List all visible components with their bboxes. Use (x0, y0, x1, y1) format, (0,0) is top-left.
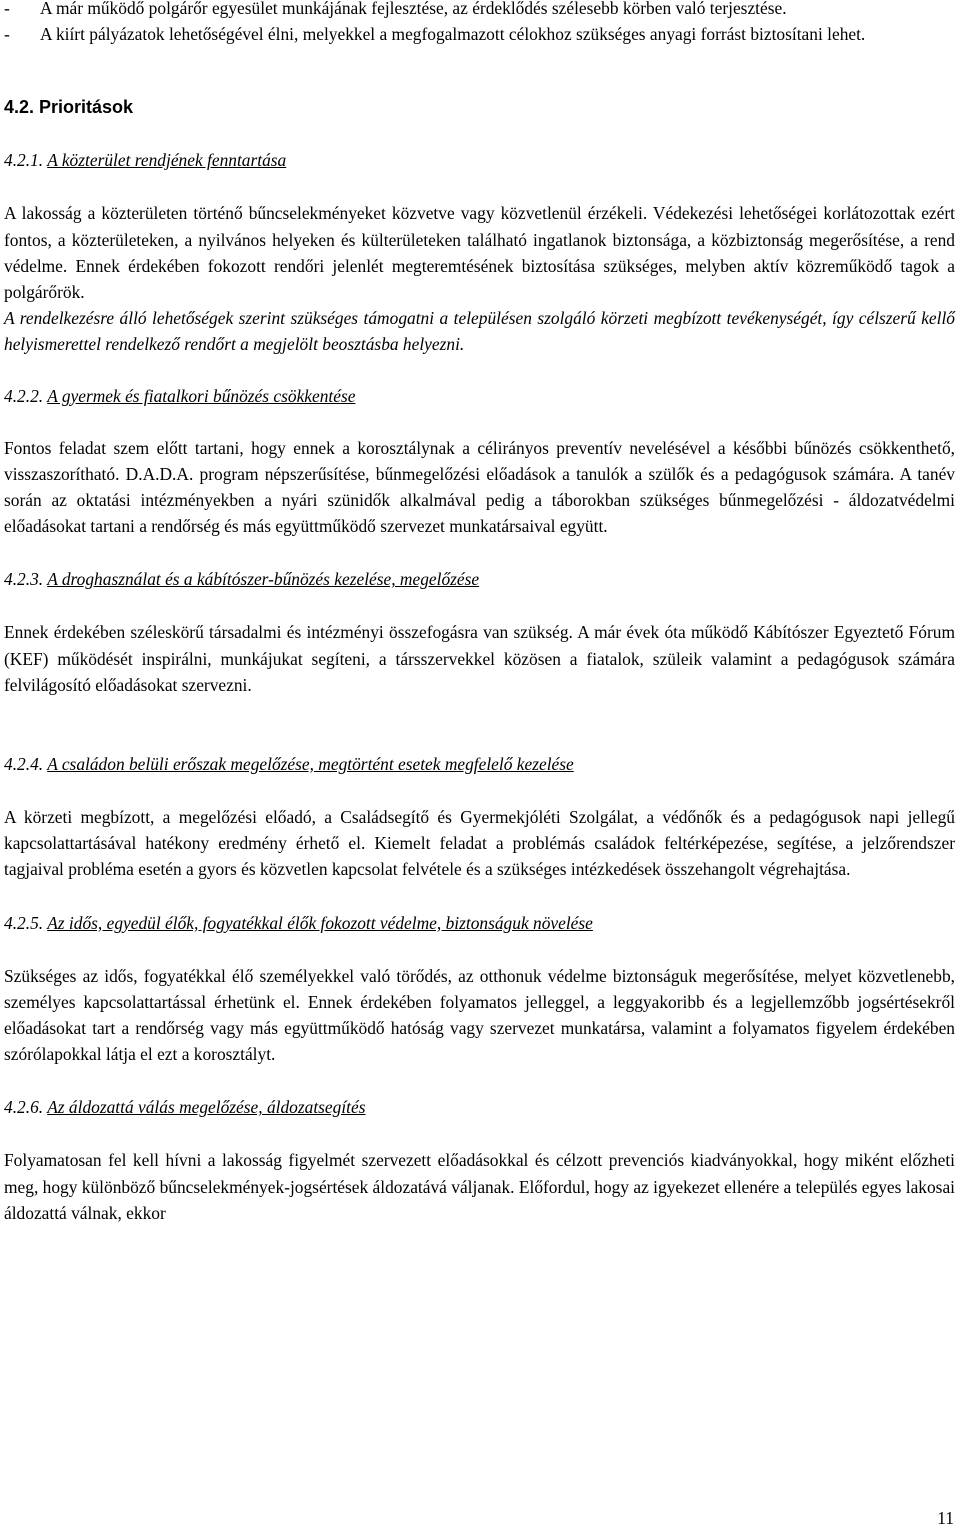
subsection-heading (4, 751, 955, 777)
subsection-number: 4.2.4. (4, 754, 44, 775)
intro-bullet (4, 0, 955, 21)
subsection-title: A családon belüli erőszak megelőzése, megtörtént esetek megfelelő kezelése (47, 754, 574, 775)
subsection-number: 4.2.6. (4, 1097, 44, 1118)
intro-bullet-text: A kiírt pályázatok lehetőségével élni, melyekkel a megfogalmazott célokhoz szükséges anyagi forrást biztosítani lehet. (40, 24, 866, 45)
subsection-number: 4.2.5. (4, 912, 44, 933)
subsection-number: 4.2.3. (4, 569, 44, 590)
intro-bullet-text: A már működő polgárőr egyesület munkájának fejlesztése, az érdeklődés szélesebb körben való terjesztése. (40, 0, 787, 18)
intro-bullet (4, 21, 955, 47)
subsection-heading (4, 910, 955, 936)
subsection-heading (4, 383, 955, 409)
body-paragraph: Fontos feladat szem előtt tartani, hogy ennek a korosztálynak a célirányos preventív nevelésével a későbbi bűnözés csökkenthető, visszaszorítható. D.A.D.A. program népszerűsítése, bűnmegelőzési előadások a tanulók a szülők és a pedagógusok számára. A tanév során az oktatási intézményekben a nyári szünidők alkalmával pedig a táborokban szükséges bűnmegelőzési - áldozatvédelmi előadásokat tartani a rendőrség és más együttműködő szervezet munkatársaival együtt. (4, 437, 955, 537)
subsection-number: 4.2.1. (4, 150, 44, 171)
body-paragraph: Folyamatosan fel kell hívni a lakosság figyelmét szervezett előadásokkal és célzott prevenciós kiadványokkal, hogy miként előzheti meg, hogy különböző bűncselekmények-jogsértések áldozatává váljanak. Előfordul, hogy az igyekezet ellenére a település egyes lakosai áldozattá válnak, ekkor (4, 1150, 955, 1223)
subsection-heading (4, 566, 955, 592)
subsection-heading (4, 147, 955, 173)
subsection-title: A közterület rendjének fenntartása (47, 150, 287, 171)
page-number: 11 (937, 1508, 954, 1528)
subsection-number: 4.2.2. (4, 385, 44, 406)
subsection-heading (4, 1094, 955, 1120)
body-paragraph: Szükséges az idős, fogyatékkal élő személyekkel való törődés, az otthonuk védelme biztonságuk megerősítése, melyet közvetlenebb, személyes kapcsolattartással érhetünk el. Ennek érdekében folyamatos jelleggel, a leggyakoribb és a legjellemzőbb jogsértésekről előadásokat tart a rendőrség vagy más együttműködő hatóság vagy szervezet munkatársa, valamint a folyamatos figyelem érdekében szórólapokkal látja el ezt a korosztályt. (4, 965, 955, 1065)
body-paragraph: A lakosság a közterületen történő bűncselekményeket közvetve vagy közvetlenül érzékeli. Védekezési lehetőségei korlátozottak ezért fontos, a közterületeken, a nyilvános helyeken és külterületeken található ingatlanok biztonsága, a közbiztonság megerősítése, a rend védelme. Ennek érdekében fokozott rendőri jelenlét megteremtésének biztosítása szükséges, melyben aktív közreműködő tagok a polgárőrök. (4, 203, 955, 303)
body-paragraph: Ennek érdekében széleskörű társadalmi és intézményi összefogásra van szükség. A már évek óta működő Kábítószer Egyeztető Fórum (KEF) működését inspirálni, munkájukat segíteni, a társszervekkel közösen a fiatalok, szüleik valamint a pedagógusok számára felvilágosító előadásokat szervezni. (4, 622, 955, 695)
body-paragraph-italic: A rendelkezésre álló lehetőségek szerint szükséges támogatni a településen szolgáló körzeti megbízott tevékenységét, így célszerű kellő helyismerettel rendelkező rendőrt a megjelölt beosztásba helyezni. (4, 308, 955, 355)
bullet-dash: - (4, 0, 10, 18)
subsection-title: A gyermek és fiatalkori bűnözés csökkentése (47, 385, 356, 406)
subsection-title: Az áldozattá válás megelőzése, áldozatsegítés (47, 1097, 366, 1118)
section-heading: 4.2. Prioritások (4, 97, 134, 118)
subsection-title: Az idős, egyedül élők, fogyatékkal élők fokozott védelme, biztonságuk növelése (47, 912, 593, 933)
document-page (4, 0, 955, 1226)
subsection-title: A droghasználat és a kábítószer-bűnözés kezelése, megelőzése (47, 569, 480, 590)
body-paragraph: A körzeti megbízott, a megelőzési előadó, a Családsegítő és Gyermekjóléti Szolgálat, a védőnők és a pedagógusok napi jellegű kapcsolattartásával hatékony eredmény érhető el. Kiemelt feladat a problémás családok feltérképezése, segítése, a jelzőrendszer tagjaival probléma esetén a gyors és közvetlen kapcsolat felvétele és a szükséges intézkedések összehangolt végrehajtása. (4, 807, 955, 880)
bullet-dash: - (4, 24, 10, 45)
